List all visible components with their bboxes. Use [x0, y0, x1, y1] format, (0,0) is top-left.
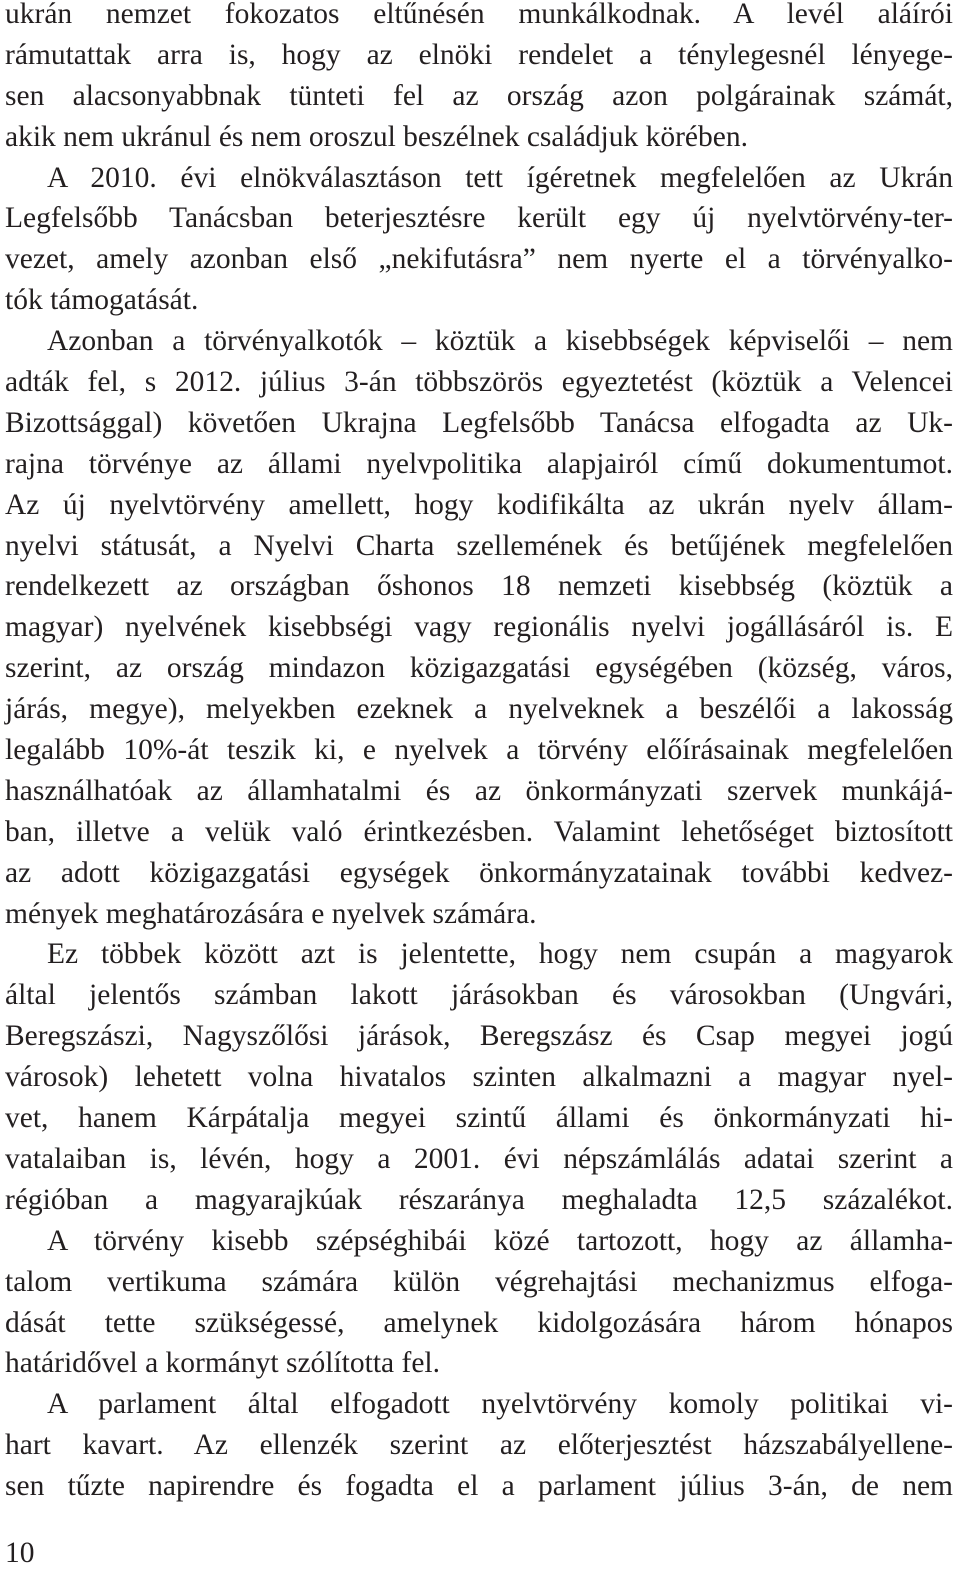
- text-line: Ez többek között azt is jelentette, hogy nem csupán a magyarok: [47, 938, 953, 971]
- text-line: Bizottsággal) követően Ukrajna Legfelsőbb Tanácsa elfogadta az Uk-: [5, 406, 953, 439]
- text-line: hart kavart. Az ellenzék szerint az előterjesztést házszabályellene-: [5, 1429, 953, 1462]
- text-line: A törvény kisebb szépséghibái közé tartozott, hogy az államha-: [47, 1224, 953, 1257]
- text-line: vet, hanem Kárpátalja megyei szintű állami és önkormányzati hi-: [5, 1102, 953, 1135]
- text-line: határidővel a kormányt szólította fel.: [5, 1347, 440, 1380]
- text-line: magyar) nyelvének kisebbségi vagy regionális nyelvi jogállásáról is. E: [5, 611, 953, 644]
- text-line: az adott közigazgatási egységek önkormányzatainak további kedvez-: [5, 856, 953, 889]
- text-line: dását tette szükségessé, amelynek kidolgozására három hónapos: [5, 1306, 953, 1339]
- text-line: legalább 10%-át teszik ki, e nyelvek a törvény előírásainak megfelelően: [5, 734, 953, 767]
- text-line: sen tűzte napirendre és fogadta el a parlament július 3-án, de nem: [5, 1470, 953, 1503]
- text-line: A 2010. évi elnökválasztáson tett ígéretnek megfelelően az Ukrán: [47, 161, 953, 194]
- text-line: tók támogatását.: [5, 284, 199, 317]
- text-line: szerint, az ország mindazon közigazgatási egységében (község, város,: [5, 652, 953, 685]
- text-line: ban, illetve a velük való érintkezésben. Valamint lehetőséget biztosított: [5, 815, 953, 848]
- text-line: ukrán nemzet fokozatos eltűnésén munkálkodnak. A levél aláírói: [5, 0, 953, 30]
- text-line: Legfelsőbb Tanácsban beterjesztésre került egy új nyelvtörvény-ter-: [5, 202, 953, 235]
- text-line: mények meghatározására e nyelvek számára.: [5, 897, 537, 930]
- text-line: Az új nyelvtörvény amellett, hogy kodifikálta az ukrán nyelv állam-: [5, 488, 953, 521]
- text-line: rajna törvénye az állami nyelvpolitika alapjairól című dokumentumot.: [5, 447, 953, 480]
- text-line: A parlament által elfogadott nyelvtörvény komoly politikai vi-: [47, 1388, 953, 1421]
- text-line: használhatóak az államhatalmi és az önkormányzati szervek munkájá-: [5, 774, 953, 807]
- text-line: járás, megye), melyekben ezeknek a nyelveknek a beszélői a lakosság: [5, 693, 953, 726]
- body-text: [5, 0, 953, 1507]
- text-line: Beregszászi, Nagyszőlősi járások, Beregszász és Csap megyei jogú: [5, 1020, 953, 1053]
- text-line: vezet, amely azonban első „nekifutásra” nem nyerte el a törvényalko-: [5, 243, 953, 276]
- text-line: akik nem ukránul és nem oroszul beszélnek családjuk körében.: [5, 120, 748, 153]
- page-number: 10: [5, 1537, 35, 1569]
- text-line: rendelkezett az országban őshonos 18 nemzeti kisebbség (köztük a: [5, 570, 953, 603]
- text-line: régióban a magyarajkúak részaránya meghaladta 12,5 százalékot.: [5, 1183, 953, 1216]
- text-line: talom vertikuma számára külön végrehajtási mechanizmus elfoga-: [5, 1265, 953, 1298]
- text-line: adták fel, s 2012. július 3-án többszörös egyeztetést (köztük a Velencei: [5, 366, 953, 399]
- text-line: nyelvi státusát, a Nyelvi Charta szellemének és betűjének megfelelően: [5, 529, 953, 562]
- text-line: által jelentős számban lakott járásokban és városokban (Ungvári,: [5, 979, 953, 1012]
- text-line: vatalaiban is, lévén, hogy a 2001. évi népszámlálás adatai szerint a: [5, 1142, 953, 1175]
- text-line: városok) lehetett volna hivatalos szinten alkalmazni a magyar nyel-: [5, 1061, 953, 1094]
- text-line: sen alacsonyabbnak tünteti fel az ország azon polgárainak számát,: [5, 79, 953, 112]
- text-line: Azonban a törvényalkotók – köztük a kisebbségek képviselői – nem: [47, 325, 953, 358]
- text-line: rámutattak arra is, hogy az elnöki rendelet a ténylegesnél lényege-: [5, 38, 953, 71]
